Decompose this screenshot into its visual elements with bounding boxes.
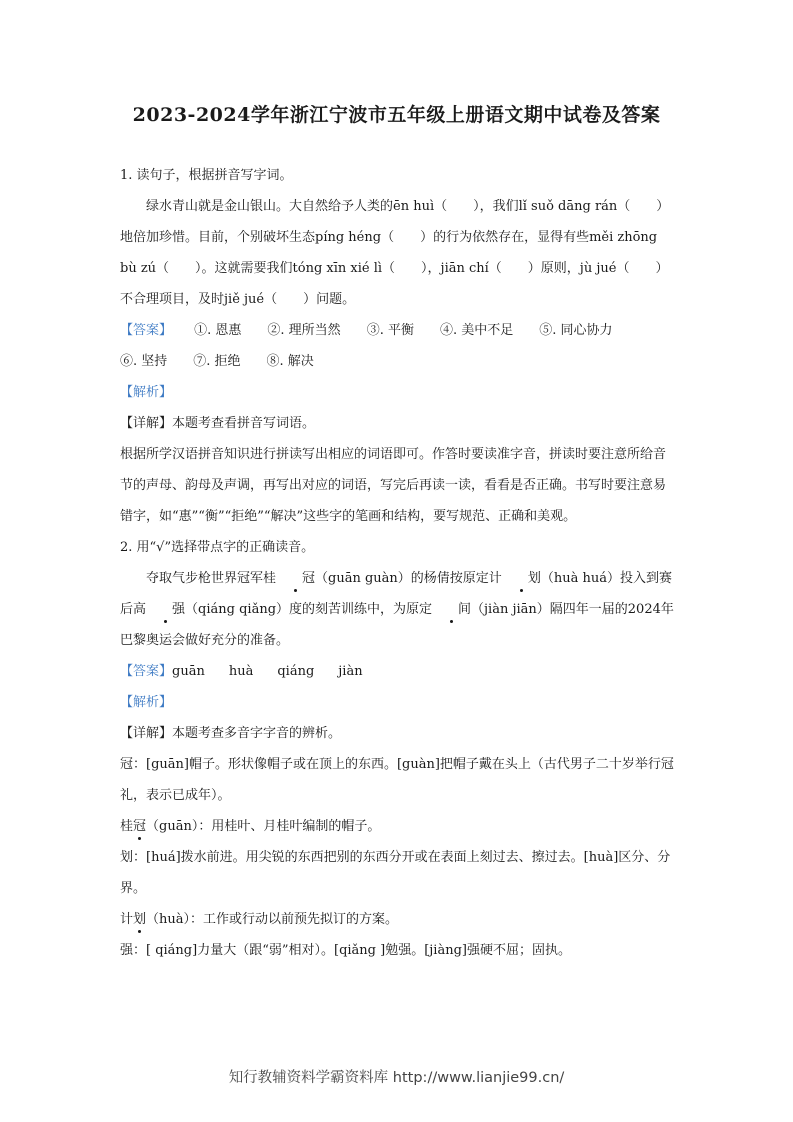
note-qiang: 强：[ qiáng]力量大（跟“弱”相对）。[qiǎng ]勉强。[jiàng]强硬不屈；固执。 [120,943,571,958]
question-2-detail [120,718,675,749]
page-title: 2023-2024学年浙江宁波市五年级上册语文期中试卷及答案 [132,104,661,126]
answer-item: qiáng [277,664,315,679]
document-content [120,160,675,966]
answer-item: guān [172,664,205,679]
answer-item: ⑧. 解决 [266,354,314,369]
analysis-tag: 【解析】 [120,385,173,400]
note-jihua [120,904,675,935]
detail-text: 本题考查多音字字音的辨析。 [172,726,342,741]
note-text: 桂 [120,819,134,834]
note-guan: 冠：[guān]帽子。形状像帽子或在顶上的东西。[guàn]把帽子戴在头上（古代男子二十岁举行冠礼，表示已成年）。 [120,757,674,803]
question-2-answer [120,656,675,687]
answer-item: ③. 平衡 [366,323,414,338]
passage-text: 夺取气步枪世界冠军桂 [146,571,277,586]
note-hua: 划：[huá]拨水前进。用尖锐的东西把别的东西分开或在表面上刻过去、擦过去。[huà]区分、分界。 [120,850,671,896]
question-1-passage: 绿水青山就是金山银山。大自然给予人类的ēn huì（ ），我们lǐ suǒ dāng rán（ ）地倍加珍惜。目前，个别破坏生态píng héng（ ）的行为依然存在，显得有些měi zhōng bù zú（ ）。这就需要我们tóng xīn xié lì（ ），jiān chí（ ）原则，jù jué（ ）不合理项目，及时jiě jué（ ）问题。 [120,199,670,307]
answer-item: ④. 美中不足 [439,323,514,338]
dotted-char: 强 [146,594,185,625]
question-1-detail [120,408,675,439]
answer-item: ①. 恩惠 [194,323,242,338]
question-1-answer [120,315,675,377]
answer-item: jiàn [338,664,363,679]
dotted-char: 间 [432,594,471,625]
dotted-char: 划 [133,904,146,935]
passage-text: （qiáng qiǎng）度的刻苦训练中，为原定 [185,602,433,617]
detail-tag: 【详解】 [120,726,173,741]
dotted-char: 冠 [133,811,146,842]
note-text: （guān）：用桂叶、月桂叶编制的帽子。 [146,819,381,834]
detail-tag: 【详解】 [120,416,173,431]
note-guiguan [120,811,675,842]
passage-text: （huà huá）投入到赛后高 [120,571,672,617]
passage-text: （guān guàn）的杨倩按原定计 [315,571,502,586]
answer-tag: 【答案】 [120,664,173,679]
question-2: 2. 用“√”选择带点字的正确读音。 [120,540,315,555]
question-1: 1. 读句子，根据拼音写字词。 [120,168,293,183]
note-text: 计 [120,912,134,927]
dotted-char: 划 [502,563,541,594]
question-2-analysis [120,687,675,718]
passage-text: （jiàn jiān）隔四年一届的2024年巴黎奥运会做好充分的准备。 [120,602,674,648]
page-footer: 知行教辅资料学霸资料库 http://www.lianjie99.cn/ [228,1070,565,1086]
answer-item: huà [228,664,254,679]
dotted-char: 冠 [276,563,315,594]
question-1-explanation: 根据所学汉语拼音知识进行拼读写出相应的词语即可。作答时要读准字音，拼读时要注意所给音节的声母、韵母及声调，再写出对应的词语，写完后再读一读，看看是否正确。书写时要注意易错字，如“惠”“衡”“拒绝”“解决”这些字的笔画和结构，要写规范、正确和美观。 [120,447,667,524]
answer-item: ⑦. 拒绝 [193,354,241,369]
answer-item: ⑤. 同心协力 [539,323,613,338]
detail-text: 本题考查看拼音写词语。 [172,416,316,431]
question-2-passage [120,563,675,656]
answer-item: ⑥. 坚持 [120,354,168,369]
analysis-tag: 【解析】 [120,695,173,710]
question-1-analysis [120,377,675,408]
note-text: （huà）：工作或行动以前预先拟订的方案。 [146,912,399,927]
answer-item: ②. 理所当然 [267,323,341,338]
answer-tag: 【答案】 [120,323,173,338]
